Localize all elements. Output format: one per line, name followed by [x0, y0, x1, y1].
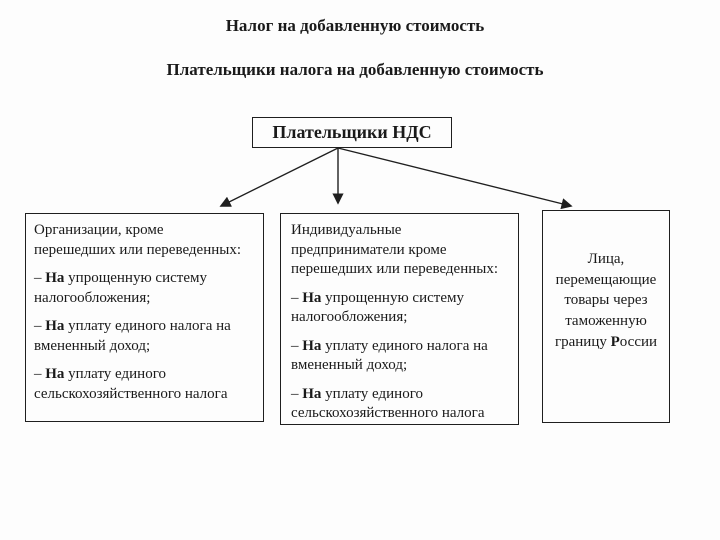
list-item-line: вмененный доход; [34, 337, 151, 354]
list-item-line [291, 289, 514, 309]
list-item-line [34, 317, 259, 337]
item-bold-word: На [45, 366, 65, 382]
dash: – [34, 318, 46, 334]
box-header-line: Индивидуальные [291, 222, 402, 238]
box-header-line: перешедших или переведенных: [34, 241, 241, 258]
list-item-line: налогообложения; [291, 309, 408, 325]
persons-line [547, 332, 665, 353]
dash: – [291, 289, 303, 306]
item-text: уплату единого [64, 366, 166, 382]
item-text: уплату единого налога на [64, 318, 231, 334]
page-title: Налог на добавленную стоимость [225, 16, 485, 35]
item-bold-word: На [302, 337, 322, 354]
persons-line: перемещающие [555, 271, 657, 288]
persons-line: товары через [564, 292, 648, 309]
dash: – [34, 366, 46, 382]
persons-line: таможенную [565, 313, 647, 330]
entrepreneurs-box [280, 213, 519, 425]
persons-line: Лица, [587, 251, 625, 267]
list-item-line [291, 337, 514, 357]
dash: – [34, 270, 46, 286]
root-box-label: Плательщики НДС [272, 122, 432, 142]
arrow-to-persons [338, 148, 571, 206]
organizations-box [25, 213, 264, 422]
item-bold-word: На [302, 385, 322, 402]
list-item [291, 289, 514, 328]
list-item-line [34, 365, 259, 385]
list-item-line: вмененный доход; [291, 357, 408, 373]
list-item [291, 337, 514, 376]
persons-box [542, 210, 670, 423]
list-item [34, 317, 259, 356]
item-text: уплату единого налога на [321, 337, 488, 354]
page-subtitle: Плательщики налога на добавленную стоимость [166, 60, 544, 79]
list-item [34, 365, 259, 404]
item-text: упрощенную систему [64, 270, 207, 286]
dash: – [291, 385, 303, 402]
root-box-vat-payers [252, 117, 452, 148]
item-bold-word: На [302, 289, 322, 306]
item-bold-word: На [45, 318, 65, 334]
arrow-to-organizations [221, 148, 338, 206]
organizations-header [34, 221, 259, 260]
box-header-line: Организации, кроме [34, 222, 164, 238]
persons-bold-letter: Р [610, 333, 620, 350]
list-item [291, 385, 514, 424]
item-text: упрощенную систему [321, 289, 464, 306]
item-bold-word: На [45, 270, 65, 286]
item-text: уплату единого [321, 385, 423, 402]
box-header-line: перешедших или переведенных: [291, 261, 498, 277]
persons-line-text: оссии [619, 333, 658, 350]
dash: – [291, 337, 303, 354]
box-header-line: предприниматели кроме [291, 241, 447, 258]
list-item-line: налогообложения; [34, 289, 151, 306]
list-item-line [291, 385, 514, 405]
persons-line-text: границу [554, 333, 611, 350]
list-item-line [34, 269, 259, 289]
list-item-line: сельскохозяйственного налога [34, 385, 228, 402]
list-item [34, 269, 259, 308]
entrepreneurs-header [291, 221, 514, 280]
list-item-line: сельскохозяйственного налога [291, 405, 485, 421]
